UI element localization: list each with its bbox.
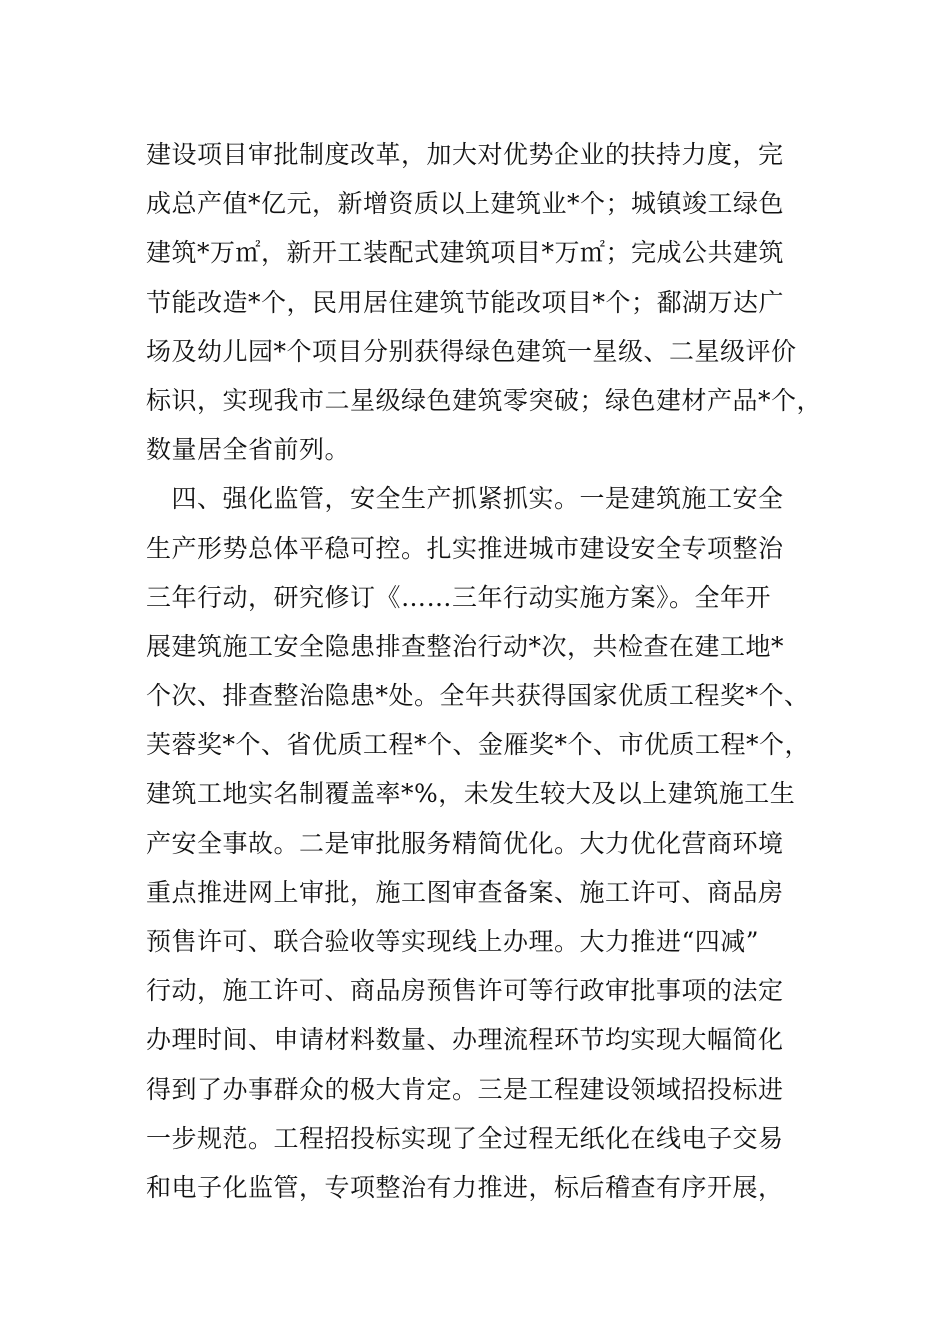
- paragraph-2-line-13: 得到了办事群众的极大肯定。三是工程建设领域招投标进: [146, 1074, 784, 1104]
- paragraph-2-line-9: 重点推进网上审批，施工图审查备案、施工许可、商品房: [146, 877, 784, 907]
- paragraph-1-line-1: 建设项目审批制度改革，加大对优势企业的扶持力度，完: [146, 140, 784, 169]
- paragraph-2-line-2: 生产形势总体平稳可控。扎实推进城市建设安全专项整治: [146, 533, 784, 563]
- paragraph-2-line-14: 一步规范。工程招投标实现了全过程无纸化在线电子交易: [146, 1123, 784, 1153]
- paragraph-2-line-8: 产安全事故。二是审批服务精简优化。大力优化营商环境: [146, 828, 784, 858]
- paragraph-2-line-4: 展建筑施工安全隐患排查整治行动*次，共检查在建工地*: [146, 631, 785, 661]
- document-body: [146, 130, 836, 1212]
- paragraph-2-line-3: 三年行动，研究修订《……三年行动实施方案》。全年开: [146, 582, 772, 612]
- paragraph-2-line-12: 办理时间、申请材料数量、办理流程环节均实现大幅简化: [146, 1025, 784, 1055]
- paragraph-2-line-15: 和电子化监管，专项整治有力推进，标后稽查有序开展，: [146, 1172, 784, 1202]
- paragraph-2-line-6: 芙蓉奖*个、省优质工程*个、金雁奖*个、市优质工程*个，: [146, 730, 811, 760]
- paragraph-1-line-5: 场及幼儿园*个项目分别获得绿色建筑一星级、二星级评价: [146, 336, 797, 366]
- paragraph-2-line-7: 建筑工地实名制覆盖率*%，未发生较大及以上建筑施工生: [146, 779, 796, 809]
- paragraph-2-line-1: 四、强化监管，安全生产抓紧抓实。一是建筑施工安全: [146, 484, 784, 514]
- paragraph-1-line-7: 数量居全省前列。: [146, 435, 351, 465]
- paragraph-1-line-6: 标识，实现我市二星级绿色建筑零突破；绿色建材产品*个，: [146, 385, 823, 415]
- paragraph-1-line-4: 节能改造*个，民用居住建筑节能改项目*个；鄱湖万达广: [146, 287, 785, 317]
- paragraph-2-line-5: 个次、排查整治隐患*处。全年共获得国家优质工程奖*个、: [146, 681, 810, 711]
- paragraph-2-line-10: 预售许可、联合验收等实现线上办理。大力推进“四减”: [146, 927, 760, 956]
- paragraph-2-line-11: 行动，施工许可、商品房预售许可等行政审批事项的法定: [146, 976, 784, 1006]
- paragraph-1-line-2: 成总产值*亿元，新增资质以上建筑业*个；城镇竣工绿色: [146, 189, 785, 219]
- paragraph-1-line-3: 建筑*万㎡，新开工装配式建筑项目*万㎡；完成公共建筑: [146, 238, 785, 268]
